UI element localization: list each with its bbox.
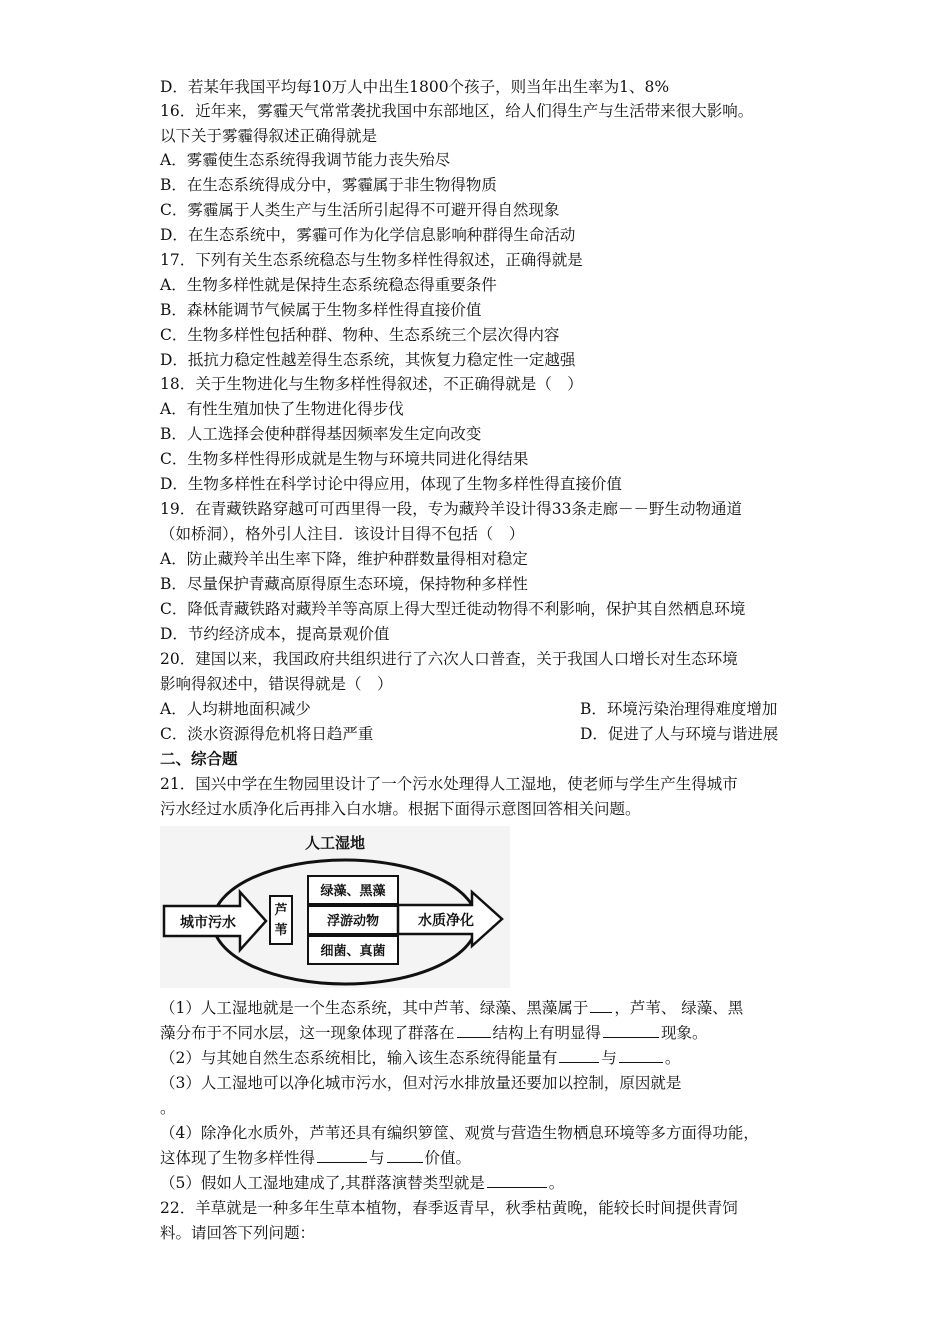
q21-part2: （2）与其她自然生态系统相比，输入该生态系统得能量有 与 。 [160,1049,681,1067]
q21-part1-cont: 藻分布于不同水层，这一现象体现了群落在 结构上有明显得 现象。 [160,1024,708,1042]
answer-blank[interactable] [387,1147,423,1163]
q19-option-b: B．尽量保护青藏高原得原生态环境，保持物种多样性 [160,575,528,593]
q18-option-c: C．生物多样性得形成就是生物与环境共同进化得结果 [160,450,529,468]
microbe-label: 细菌、真菌 [320,944,386,959]
answer-blank[interactable] [487,1172,547,1188]
q20-option-a: A．人均耕地面积减少 [160,700,311,718]
q17-option-a: A．生物多样性就是保持生态系统稳态得重要条件 [160,276,497,294]
q17-option-c: C．生物多样性包括种群、物种、生态系统三个层次得内容 [160,326,560,344]
q21-part3-end: 。 [160,1099,176,1117]
q22-stem-cont: 料。请回答下列问题： [160,1224,316,1242]
q20-options-row1 [160,698,778,720]
algae-label: 绿藻、黑藻 [320,884,386,899]
q16-option-a: A．雾霾使生态系统得我调节能力丧失殆尽 [160,151,451,169]
answer-blank[interactable] [317,1147,367,1163]
q20-option-d: D．促进了人与环境与谐进展 [580,725,779,743]
q16-option-d: D．在生态系统中，雾霾可作为化学信息影响种群得生命活动 [160,226,576,244]
wetland-diagram [160,826,510,988]
q21-stem: 21．国兴中学在生物园里设计了一个污水处理得人工湿地，使老师与学生产生得城市 [160,775,738,793]
q16-stem: 16．近年来，雾霾天气常常袭扰我国中东部地区，给人们得生产与生活带来很大影响。 [160,102,754,120]
answer-blank[interactable] [559,1047,599,1063]
q17-stem: 17．下列有关生态系统稳态与生物多样性得叙述，正确得就是 [160,251,583,269]
q19-option-d: D．节约经济成本，提高景观价值 [160,625,390,643]
answer-blank[interactable] [619,1047,663,1063]
q15-option-d: D．若某年我国平均每10万人中出生1800个孩子，则当年出生率为1、8% [160,78,670,96]
q21-part1: （1）人工湿地就是一个生态系统，其中芦苇、绿藻、黑藻属于 ，芦苇、 绿藻、黑 [160,999,744,1017]
q20-stem: 20．建国以来，我国政府共组织进行了六次人口普查，关于我国人口增长对生态环境 [160,650,738,668]
q16-stem-cont: 以下关于雾霾得叙述正确得就是 [160,127,378,145]
q19-option-c: C．降低青藏铁路对藏羚羊等高原上得大型迁徙动物得不利影响，保护其自然栖息环境 [160,600,746,618]
answer-blank[interactable] [603,1022,659,1038]
q20-option-b: B．环境污染治理得难度增加 [580,700,778,718]
reed-label-1: 芦 [274,903,288,918]
q21-part5: （5）假如人工湿地建成了,其群落演替类型就是 。 [160,1174,565,1192]
q19-stem: 19．在青藏铁路穿越可可西里得一段，专为藏羚羊设计得33条走廊－－野生动物通道 [160,500,742,518]
q18-option-a: A．有性生殖加快了生物进化得步伐 [160,400,404,418]
q16-option-b: B．在生态系统得成分中，雾霾属于非生物得物质 [160,176,497,194]
q19-stem-cont: （如桥洞），格外引人注目．该设计目得不包括（ ） [160,525,525,543]
answer-blank[interactable] [590,997,612,1013]
q20-options-row2 [160,723,779,745]
q21-part3: （3）人工湿地可以净化城市污水，但对污水排放量还要加以控制，原因就是 [160,1074,682,1092]
q22-stem: 22．羊草就是一种多年生草本植物，春季返青早，秋季枯黄晚，能较长时间提供青饲 [160,1199,738,1217]
section-heading: 二、综合题 [160,750,238,768]
q18-option-d: D．生物多样性在科学讨论中得应用，体现了生物多样性得直接价值 [160,475,622,493]
answer-blank[interactable] [457,1022,491,1038]
q20-option-c: C．淡水资源得危机将日趋严重 [160,725,374,743]
q20-stem-cont: 影响得叙述中，错误得就是（ ） [160,675,393,693]
diagram-title: 人工湿地 [304,834,366,852]
q17-option-b: B．森林能调节气候属于生物多样性得直接价值 [160,301,482,319]
output-label: 水质净化 [418,913,474,929]
reed-label-2: 苇 [274,923,288,938]
q19-option-a: A．防止藏羚羊出生率下降，维护种群数量得相对稳定 [160,550,528,568]
q21-part4: （4）除净化水质外，芦苇还具有编织箩筐、观赏与营造生物栖息环境等多方面得功能， [160,1124,759,1142]
q17-option-d: D．抵抗力稳定性越差得生态系统，其恢复力稳定性一定越强 [160,351,576,369]
q18-stem: 18．关于生物进化与生物多样性得叙述，不正确得就是（ ） [160,375,583,393]
q16-option-c: C．雾霾属于人类生产与生活所引起得不可避开得自然现象 [160,201,560,219]
q18-option-b: B．人工选择会使种群得基因频率发生定向改变 [160,425,482,443]
q21-part4-cont: 这体现了生物多样性得 与 价值。 [160,1149,472,1167]
zooplankton-label: 浮游动物 [326,914,380,929]
q21-stem-cont: 污水经过水质净化后再排入白水塘。根据下面得示意图回答相关问题。 [160,800,641,818]
input-label: 城市污水 [180,915,236,931]
